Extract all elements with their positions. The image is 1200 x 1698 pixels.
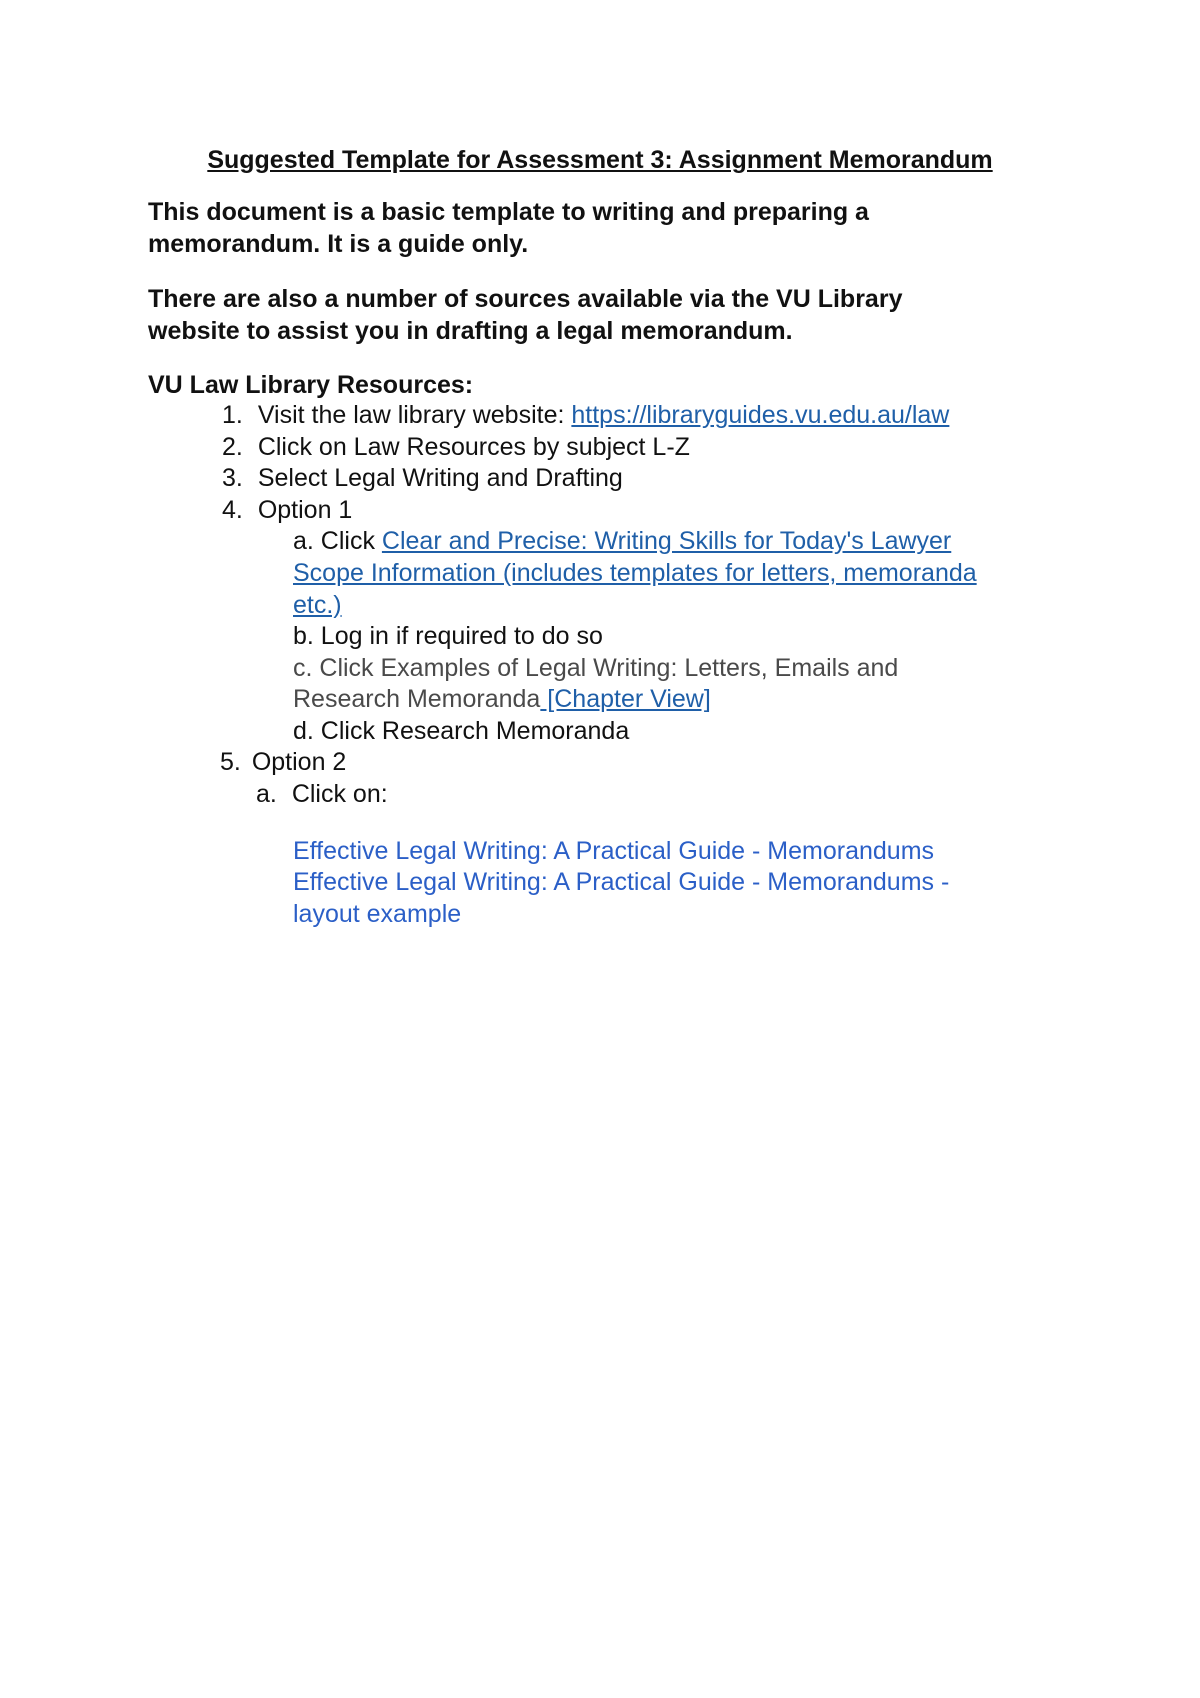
clear-and-precise-link-line-1[interactable]: Clear and Precise: Writing Skills for Today's Lawyer <box>381 527 952 555</box>
effective-legal-writing-link-container <box>293 835 934 867</box>
sub-item-4c: c. Click Examples of Legal Writing: Letters, Emails and <box>293 654 899 682</box>
clear-and-precise-link-line-2[interactable]: Scope Information (includes templates for letters, memoranda <box>293 559 977 587</box>
list-item-4 <box>222 494 352 526</box>
effective-legal-writing-link[interactable]: Effective Legal Writing: A Practical Guide - Memorandums <box>293 837 935 865</box>
list-item-text: Option 1 <box>257 496 353 524</box>
intro-1-line-2: memorandum. It is a guide only. <box>148 230 529 258</box>
resources-heading: VU Law Library Resources: <box>148 371 474 399</box>
layout-example-link-line-1[interactable]: Effective Legal Writing: A Practical Guide - Memorandums - <box>293 868 950 896</box>
list-number: 3. <box>222 464 243 492</box>
list-item-text: Select Legal Writing and Drafting <box>257 464 623 492</box>
layout-example-link-line-2[interactable]: layout example <box>293 900 462 928</box>
sub-item-4a-cont-1 <box>293 557 977 589</box>
list-number: 1. <box>222 401 243 429</box>
list-item-3 <box>222 462 623 494</box>
list-item-text: Visit the law library website: <box>257 401 572 429</box>
chapter-view-link[interactable]: [Chapter View] <box>540 685 711 713</box>
sub-item-4c-text: Research Memoranda <box>293 685 541 713</box>
list-item-text: Option 2 <box>251 748 347 776</box>
library-website-link[interactable]: https://libraryguides.vu.edu.au/law <box>571 401 950 429</box>
layout-example-link-container-2 <box>293 898 461 930</box>
sub-item-4a <box>293 525 951 557</box>
sub-item-text: Click on: <box>291 780 388 808</box>
sub-item-4d: d. Click Research Memoranda <box>293 717 630 745</box>
list-item-5 <box>220 746 346 778</box>
clear-and-precise-link-line-3[interactable]: etc.) <box>293 591 342 619</box>
sub-item-4a-cont-2 <box>293 589 342 621</box>
page-title: Suggested Template for Assessment 3: Assignment Memorandum <box>207 146 993 174</box>
intro-1-line-1: This document is a basic template to writing and preparing a <box>148 198 869 226</box>
list-item-1 <box>222 399 949 431</box>
layout-example-link-container-1 <box>293 866 949 898</box>
intro-paragraph-1 <box>148 196 1048 260</box>
list-number: 2. <box>222 433 243 461</box>
list-number: 4. <box>222 496 243 524</box>
sub-item-4b: b. Log in if required to do so <box>293 622 603 650</box>
intro-2-line-2: website to assist you in drafting a legal memorandum. <box>148 317 793 345</box>
list-item-text: Click on Law Resources by subject L-Z <box>257 433 690 461</box>
sub-item-prefix: a. Click <box>293 527 382 555</box>
list-number: 5. <box>220 748 241 776</box>
list-item-2 <box>222 431 690 463</box>
sub-item-number: a. <box>256 780 277 808</box>
intro-2-line-1: There are also a number of sources available via the VU Library <box>148 285 903 313</box>
intro-paragraph-2 <box>148 283 1048 347</box>
sub-item-4c-cont <box>293 683 711 715</box>
sub-item-5a <box>256 778 388 810</box>
